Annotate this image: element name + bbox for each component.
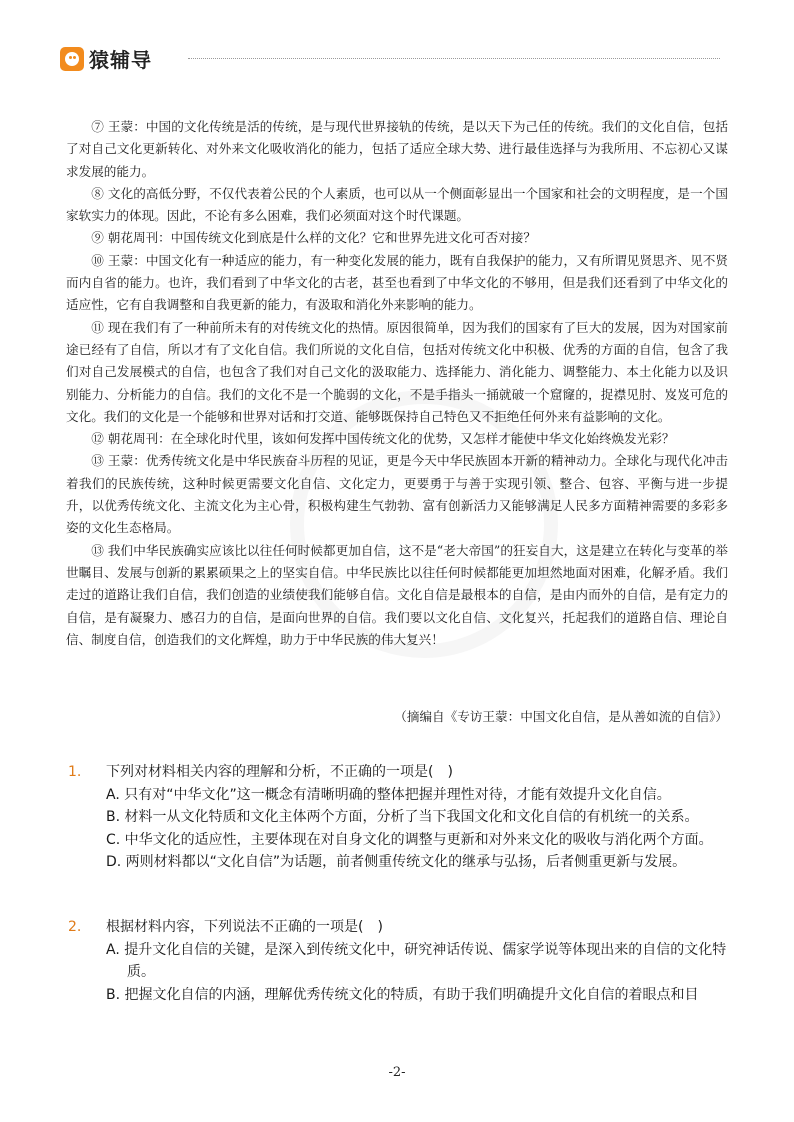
question-stem: 根据材料内容，下列说法不正确的一项是( ) [106,919,383,935]
option-c: C. 中华文化的适应性，主要体现在对自身文化的调整与更新和对外来文化的吸收与消化两个方面。 [106,831,713,848]
question-number: 1. [68,764,82,780]
paragraph: ⑨ 朝花周刊：中国传统文化到底是什么样的文化？它和世界先进文化可否对接？ [91,230,536,246]
paragraph: ⑦ 王蒙：中国的文化传统是活的传统，是与现代世界接轨的传统，是以天下为己任的传统。我们的文化自信，包括了对自己文化更新转化、对外来文化吸收消化的能力，包括了适应全球大势、进行最佳选择与为我所用、不忘初心又谋求发展的能力。 [66,119,728,179]
option-a: A. 只有对“中华文化”这一概念有清晰明确的整体把握并理性对待，才能有效提升文化自信。 [106,786,671,803]
brand-name: 猿辅导 [89,48,152,72]
reading-passage [66,116,728,651]
paragraph: ⑪ 现在我们有了一种前所未有的对传统文化的热情。原因很简单，因为我们的国家有了巨大的发展，因为对国家前途已经有了自信，所以才有了文化自信。我们所说的文化自信，包括对传统文化中积极、优秀的方面的自信，包含了我们对自己发展模式的自信，也包含了我们对自己文化的汲取能力、选择能力、消化能力、调整能力、本土化能力以及识别能力、分析能力的自信。我们的文化不是一个脆弱的文化，不是手指头一捅就破一个窟窿的，捉襟见肘、岌岌可危的文化。我们的文化是一个能够和世界对话和打交道、能够既保持自己特色又不拒绝任何外来有益影响的文化。 [66,319,728,424]
header-divider [188,58,720,59]
passage-source: （摘编自《专访王蒙：中国文化自信，是从善如流的自信》） [394,709,728,724]
page-number: -2- [388,1065,406,1080]
option-a: A. 提升文化自信的关键，是深入到传统文化中，研究神话传说、儒家学说等体现出来的自信的文化特质。 [106,941,727,980]
question-number: 2. [68,919,82,935]
monkey-logo-icon [60,47,84,71]
question-2 [68,916,730,1006]
option-b: B. 把握文化自信的内涵，理解优秀传统文化的特质，有助于我们明确提升文化自信的着眼点和目 [106,986,699,1003]
paragraph: ⑬ 我们中华民族确实应该比以往任何时候都更加自信，这不是“老大帝国”的狂妄自大，这是建立在转化与变革的举世瞩目、发展与创新的累累硕果之上的坚实自信。中华民族比以往任何时候都能更加坦然地面对困难，化解矛盾。我们走过的道路让我们自信，我们创造的业绩使我们能够自信。文化自信是最根本的自信，是由内而外的自信，是有定力的自信，是有凝聚力、感召力的自信，是面向世界的自信。我们要以文化自信、文化复兴，托起我们的道路自信、理论自信、制度自信，创造我们的文化辉煌，助力于中华民族的伟大复兴！ [66,542,728,647]
paragraph: ⑫ 朝花周刊：在全球化时代里，该如何发挥中国传统文化的优势，又怎样才能使中华文化始终焕发光彩？ [91,431,675,447]
option-b: B. 材料一从文化特质和文化主体两个方面，分析了当下我国文化和文化自信的有机统一的关系。 [106,809,699,825]
question-stem: 下列对材料相关内容的理解和分析，不正确的一项是( ) [106,764,453,780]
brand-logo [60,44,152,73]
option-d: D. 两则材料都以“文化自信”为话题，前者侧重传统文化的继承与弘扬，后者侧重更新与发展。 [106,854,687,870]
paragraph: ⑬ 王蒙：优秀传统文化是中华民族奋斗历程的见证，更是今天中华民族固本开新的精神动力。全球化与现代化冲击着我们的民族传统，这种时候更需要文化自信、文化定力，更要勇于与善于实现引领、整合、包容、平衡与进一步提升，以优秀传统文化、主流文化为主心骨，积极构建生气勃勃、富有创新活力又能够满足人民多方面精神需要的多彩多姿的文化生态格局。 [66,453,728,536]
paragraph: ⑧ 文化的高低分野，不仅代表着公民的个人素质，也可以从一个侧面彰显出一个国家和社会的文明程度，是一个国家软实力的体现。因此，不论有多么困难，我们必须面对这个时代课题。 [66,185,728,224]
question-1 [68,761,730,874]
paragraph: ⑩ 王蒙：中国文化有一种适应的能力，有一种变化发展的能力，既有自我保护的能力，又有所谓见贤思齐、见不贤而内自省的能力。也许，我们看到了中华文化的古老，甚至也看到了中华文化的不够用，但是我们还看到了中华文化的适应性，它有自我调整和自我更新的能力，有汲取和消化外来影响的能力。 [66,252,728,313]
page-header [60,44,720,72]
